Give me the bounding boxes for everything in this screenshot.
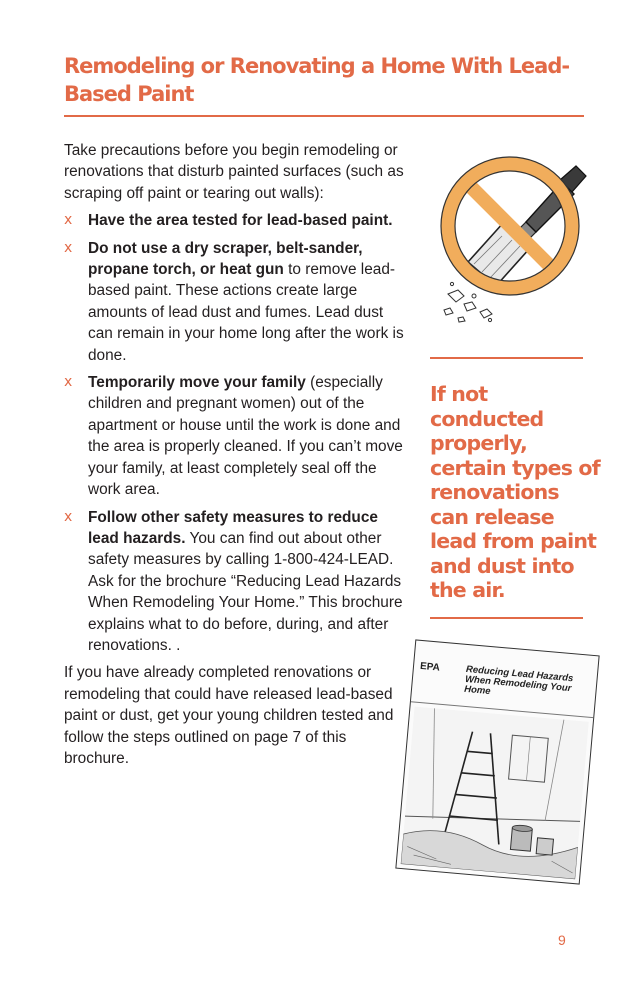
brochure-header — [411, 640, 599, 718]
brochure-cover-image — [395, 639, 599, 884]
list-item — [64, 372, 412, 500]
closing-paragraph: If you have already completed renovations or remodeling that could have released lead-based paint or dust, get your young children tested and follow the steps outlined on page 7 of this brochure. — [64, 664, 394, 767]
title-divider — [64, 115, 584, 117]
callout-rule-top — [430, 357, 583, 359]
epa-logo: EPA — [419, 660, 441, 674]
main-column — [64, 140, 412, 769]
bullet-bold-text: Temporarily move your family — [88, 374, 306, 392]
brochure-title: Reducing Lead Hazards When Remodeling Your Home — [463, 663, 574, 698]
bullet-text: (especially children and pregnant women) out of the apartment or house until the work is done and the area is properly cleaned. If you can’t move your family, at least completely seal off the work area. — [88, 374, 403, 499]
list-item — [64, 210, 412, 231]
bullet-bold-text: Have the area tested for lead-based paint. — [88, 212, 393, 230]
bullet-marker: x — [64, 239, 73, 256]
bullet-bold-text: Do not use a dry scraper, belt-sander, propane torch, or heat gun — [88, 239, 363, 279]
list-item — [64, 507, 412, 657]
bullet-text: You can find out about other safety measures by calling 1-800-424-LEAD. Ask for the brochure “Reducing Lead Hazards When Remodeling Your Home.” This brochure explains what to do before, during, and after renovations. . — [88, 529, 403, 654]
list-item — [64, 238, 412, 366]
room-sketch-icon — [401, 707, 589, 880]
bullet-marker: x — [64, 508, 73, 525]
bullet-text: to remove lead-based paint. These actions create large amounts of lead dust and fumes. Lead dust can remain in your home long after the work is done. — [88, 261, 404, 364]
intro-paragraph: Take precautions before you begin remodeling or renovations that disturb painted surfaces (such as scraping off paint or tearing out walls): — [64, 142, 404, 202]
precautions-list — [64, 210, 412, 656]
page-title: Remodeling or Renovating a Home With Lead-Based Paint — [64, 54, 570, 106]
bullet-marker: x — [64, 212, 73, 229]
callout-text: If not conducted properly, certain types of renovations can release lead from paint and dust into the air. — [430, 382, 600, 602]
bullet-bold-text: Follow other safety measures to reduce lead hazards. — [88, 508, 378, 547]
bullet-marker: x — [64, 374, 73, 391]
no-scraper-icon — [430, 144, 590, 324]
page-number: 9 — [558, 932, 566, 948]
callout-rule-bottom — [430, 617, 583, 619]
